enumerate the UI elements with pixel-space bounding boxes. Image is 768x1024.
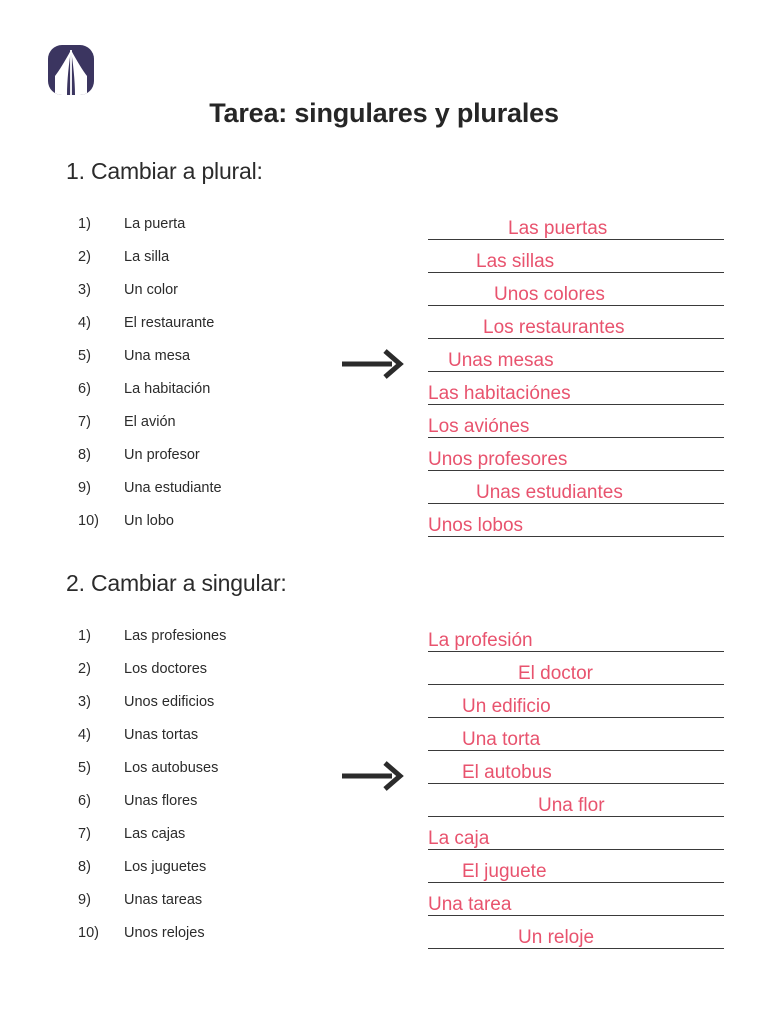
answer-list-2 (428, 619, 724, 949)
item-number: 3) (78, 281, 91, 298)
list-item (78, 817, 328, 850)
item-number: 10) (78, 512, 99, 529)
item-prompt: Unos edificios (124, 693, 215, 710)
answer-blank[interactable] (428, 817, 724, 850)
answer-blank[interactable] (428, 850, 724, 883)
list-item (78, 916, 328, 949)
answer-blank[interactable] (428, 273, 724, 306)
item-number: 4) (78, 726, 91, 743)
list-item (78, 471, 328, 504)
answer-text: Un reloje (518, 927, 595, 948)
item-number: 1) (78, 627, 91, 644)
answer-text: Los restaurantes (483, 317, 625, 338)
answer-blank[interactable] (428, 405, 724, 438)
answer-blank[interactable] (428, 652, 724, 685)
section-body-1 (0, 207, 768, 557)
item-prompt: Los doctores (124, 660, 208, 677)
item-number: 2) (78, 248, 91, 265)
answer-text: Unas mesas (448, 350, 554, 371)
answer-text: Las habitaciónes (428, 383, 571, 404)
item-prompt: Unas tareas (124, 891, 203, 908)
right-arrow-icon (340, 347, 408, 381)
answer-blank[interactable] (428, 504, 724, 537)
answer-text: Unos lobos (428, 515, 524, 536)
item-prompt: La habitación (124, 380, 211, 397)
list-item (78, 883, 328, 916)
list-item (78, 751, 328, 784)
item-number: 1) (78, 215, 91, 232)
list-item (78, 438, 328, 471)
item-prompt: Unos relojes (124, 924, 205, 941)
item-prompt: El restaurante (124, 314, 215, 331)
answer-text: La profesión (428, 630, 533, 651)
item-prompt: Una estudiante (124, 479, 222, 496)
list-item (78, 504, 328, 537)
item-number: 5) (78, 759, 91, 776)
section-singular (0, 570, 768, 969)
answer-blank[interactable] (428, 619, 724, 652)
answer-blank[interactable] (428, 784, 724, 817)
list-item (78, 784, 328, 817)
list-item (78, 306, 328, 339)
answer-text: Unos colores (494, 284, 605, 305)
prompt-list-2 (78, 619, 328, 949)
item-number: 4) (78, 314, 91, 331)
curtain-logo-icon (48, 45, 94, 95)
item-prompt: Unas flores (124, 792, 198, 809)
answer-blank[interactable] (428, 883, 724, 916)
answer-list-1 (428, 207, 724, 537)
answer-blank[interactable] (428, 685, 724, 718)
arrow-container-1 (340, 347, 408, 381)
item-prompt: El avión (124, 413, 176, 430)
item-number: 9) (78, 891, 91, 908)
item-prompt: Un color (124, 281, 178, 298)
page-title: Tarea: singulares y plurales (209, 98, 559, 128)
answer-text: El doctor (518, 663, 593, 684)
list-item (78, 207, 328, 240)
item-number: 8) (78, 858, 91, 875)
item-number: 2) (78, 660, 91, 677)
item-prompt: Los juguetes (124, 858, 207, 875)
answer-blank[interactable] (428, 718, 724, 751)
list-item (78, 685, 328, 718)
answer-blank[interactable] (428, 372, 724, 405)
item-number: 8) (78, 446, 91, 463)
list-item (78, 652, 328, 685)
item-number: 6) (78, 792, 91, 809)
answer-text: Una tarea (428, 894, 512, 915)
section-heading-1: 1. Cambiar a plural: (66, 158, 263, 184)
answer-text: Las sillas (476, 251, 555, 272)
list-item (78, 273, 328, 306)
list-item (78, 240, 328, 273)
list-item (78, 718, 328, 751)
answer-blank[interactable] (428, 240, 724, 273)
item-number: 3) (78, 693, 91, 710)
item-number: 7) (78, 413, 91, 430)
answer-text: La caja (428, 828, 490, 849)
item-prompt: Las cajas (124, 825, 186, 842)
answer-text: Las puertas (508, 218, 608, 239)
prompt-list-1 (78, 207, 328, 537)
item-prompt: Unas tortas (124, 726, 199, 743)
answer-blank[interactable] (428, 339, 724, 372)
item-number: 10) (78, 924, 99, 941)
answer-blank[interactable] (428, 438, 724, 471)
answer-text: Unos profesores (428, 449, 568, 470)
answer-blank[interactable] (428, 471, 724, 504)
answer-blank[interactable] (428, 751, 724, 784)
item-prompt: Las profesiones (124, 627, 227, 644)
list-item (78, 850, 328, 883)
answer-text: Unas estudiantes (476, 482, 623, 503)
item-prompt: Un profesor (124, 446, 200, 463)
item-number: 9) (78, 479, 91, 496)
answer-text: Los aviónes (428, 416, 530, 437)
section-plural (0, 158, 768, 557)
section-heading-2: 2. Cambiar a singular: (66, 570, 287, 596)
answer-blank[interactable] (428, 306, 724, 339)
item-prompt: Un lobo (124, 512, 174, 529)
answer-text: El autobus (462, 762, 552, 783)
item-number: 7) (78, 825, 91, 842)
item-prompt: Los autobuses (124, 759, 219, 776)
right-arrow-icon (340, 759, 408, 793)
section-body-2 (0, 619, 768, 969)
list-item (78, 372, 328, 405)
item-prompt: Una mesa (124, 347, 191, 364)
answer-blank[interactable] (428, 916, 724, 949)
item-prompt: La puerta (124, 215, 186, 232)
answer-text: El juguete (462, 861, 547, 882)
list-item (78, 339, 328, 372)
answer-text: Un edificio (462, 696, 551, 717)
arrow-container-2 (340, 759, 408, 793)
answer-text: Una torta (462, 729, 541, 750)
answer-text: Una flor (538, 795, 605, 816)
list-item (78, 405, 328, 438)
item-number: 5) (78, 347, 91, 364)
app-logo (48, 45, 94, 95)
item-prompt: La silla (124, 248, 170, 265)
answer-blank[interactable] (428, 207, 724, 240)
item-number: 6) (78, 380, 91, 397)
list-item (78, 619, 328, 652)
